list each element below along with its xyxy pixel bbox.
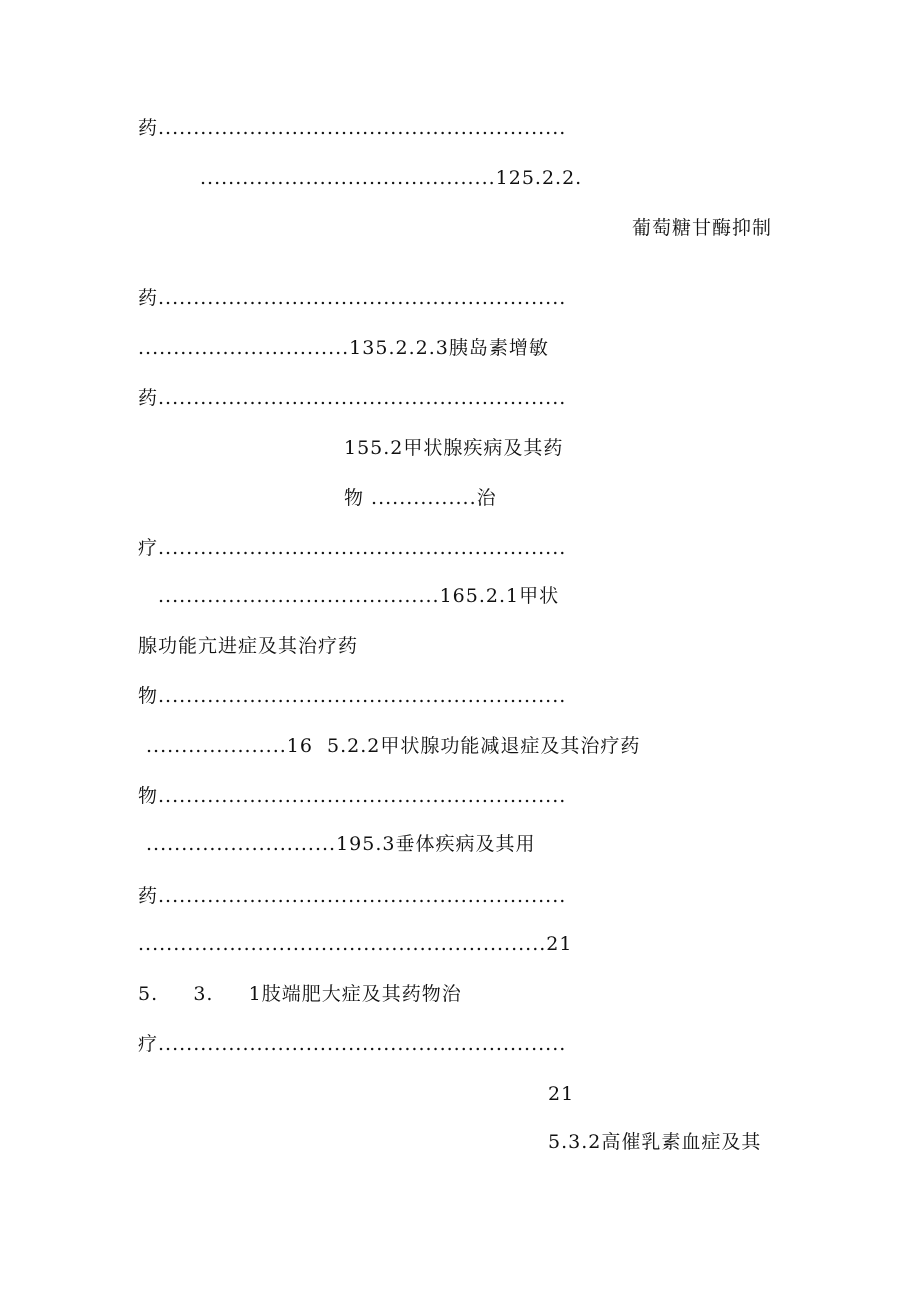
toc-line: 物 ...............治 xyxy=(344,487,497,509)
toc-line: 药.......................................................... xyxy=(138,885,567,907)
toc-line: 21 xyxy=(548,1083,575,1105)
toc-line: ..........................................................21 xyxy=(138,933,573,955)
toc-line: 葡萄糖甘酶抑制 xyxy=(632,217,773,239)
toc-line: 药.......................................................... xyxy=(138,387,567,409)
toc-line: ....................16 5.2.2甲状腺功能减退症及其治疗药 xyxy=(146,735,641,757)
toc-line: 药.......................................................... xyxy=(138,287,567,309)
toc-line: 疗.......................................................... xyxy=(138,537,567,559)
toc-line: 腺功能亢进症及其治疗药 xyxy=(138,635,359,657)
toc-line: 疗.......................................................... xyxy=(138,1033,567,1055)
toc-line: ...........................195.3垂体疾病及其用 xyxy=(146,833,536,855)
toc-line: 物.......................................................... xyxy=(138,785,567,807)
toc-line: 物.......................................................... xyxy=(138,685,567,707)
toc-line: 5. 3. 1肢端肥大症及其药物治 xyxy=(138,983,462,1005)
toc-line: ........................................165.2.1甲状 xyxy=(158,585,560,607)
toc-line: ..............................135.2.2.3胰岛素增敏 xyxy=(138,337,549,359)
toc-line: 155.2甲状腺疾病及其药 xyxy=(344,437,564,459)
toc-line: ..........................................125.2.2. xyxy=(200,167,583,189)
toc-line: 药.......................................................... xyxy=(138,117,567,139)
toc-line: 5.3.2高催乳素血症及其 xyxy=(548,1131,762,1153)
